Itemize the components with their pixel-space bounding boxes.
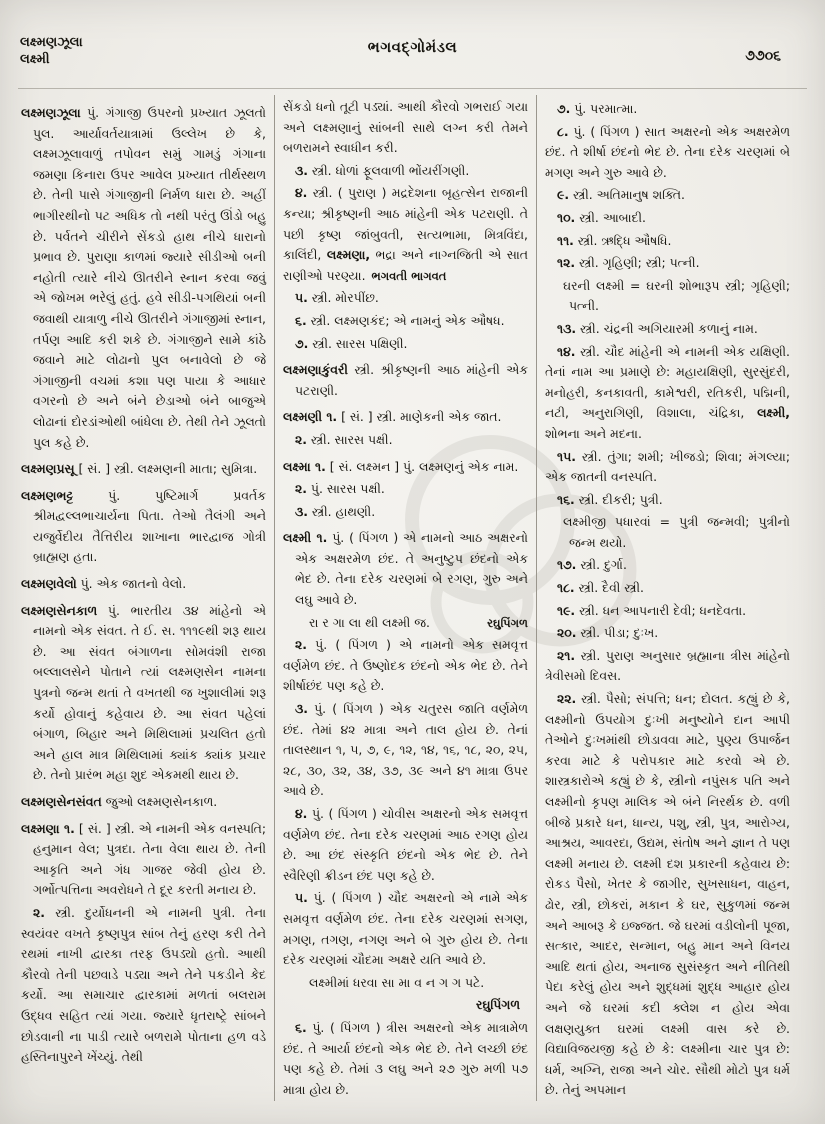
dictionary-paragraph xyxy=(545,512,790,553)
dictionary-paragraph xyxy=(283,288,528,309)
paragraph-text: ૪. પું. ( પિંગળ ) ચોવીસ અક્ષરનો એક સમવૃત્ત વર્ણમેળ છંદ. તેના દરેક ચરણમાં આઠ રગણ હોય છે. આ છંદ સંસ્કૃતિ છંદનો એક ભેદ છે. તેને સ્વૈરિણી ક્રીડન છંદ પણ કહે છે. xyxy=(283,806,528,883)
dictionary-entry xyxy=(21,574,266,595)
paragraph-text: સેંકડો ધનો તૂટી પડ્યાં. આથી કૌરવો ગભરાઈ ગયા અને લક્ષ્મણાનું સાંબની સાથે લગ્ન કરી તેમને બળરામને સ્વાધીન કરી. xyxy=(283,99,528,156)
book-title: ભગવદ્ગોમંડલ xyxy=(367,38,458,56)
column-1 xyxy=(14,95,273,1101)
running-head-first-word: લક્ષ્મણઝૂલા xyxy=(20,35,83,50)
dictionary-paragraph xyxy=(545,253,790,274)
dictionary-paragraph xyxy=(545,490,790,511)
paragraph-text: ૧૮. સ્ત્રી. દૈવી સ્ત્રી. xyxy=(557,580,644,596)
dictionary-paragraph xyxy=(283,635,528,697)
text-columns xyxy=(14,95,811,1101)
dictionary-paragraph xyxy=(283,183,528,286)
dictionary-entry xyxy=(283,528,528,610)
paragraph-text: ૩. પું. ( પિંગળ ) એક ચતુરસ જાતિ વર્ણમેળ છંદ. તેમાં ૪૨ માત્રા અને તાલ હોય છે. તેનાં તાલસ્થાન ૧, ૫, ૭, ૯, ૧૨, ૧૪, ૧૬, ૧૮, ૨૦, ૨૫, ૨૮, ૩૦, ૩૨, ૩૪, ૩૭, ૩૯ અને ૪૧ માત્રા ઉપર આવે છે. xyxy=(283,701,528,799)
column-divider-2 xyxy=(536,95,537,1101)
dictionary-paragraph xyxy=(545,231,790,252)
paragraph-text: ૧૧. સ્ત્રી. ઋદ્ધિ ઔષધિ. xyxy=(557,232,672,248)
dictionary-paragraph xyxy=(283,973,528,994)
dictionary-paragraph xyxy=(21,903,266,1068)
column-2 xyxy=(276,95,535,1101)
paragraph-text: ૨૧. સ્ત્રી. પુરાણ અનુસાર બ્રહ્માના ત્રીસ માંહેનો ત્રેવીસમો દિવસ. xyxy=(545,647,790,684)
dictionary-paragraph xyxy=(545,319,790,340)
dictionary-entry xyxy=(283,407,528,428)
dictionary-paragraph xyxy=(283,995,528,1016)
paragraph-text: લક્ષ્મીજી પધારવાં = પુત્રી જન્મવી; પુત્રીનો જન્મ થયો. xyxy=(563,514,790,550)
paragraph-text: લક્ષ્મણભટ્ટ પું. પુષ્ટિમાર્ગ પ્રવર્તક શ્રીમદ્વલ્લભાચાર્યના પિતા. તેઓ તૈલંગી અને યજુર્વેદીય તૈત્તિરીય શાખાના ભારદ્વાજ ગોત્રી બ્રાહ્મણ હતા. xyxy=(21,487,266,565)
paragraph-text: લક્ષ્મી ૧. પું. ( પિંગળ ) એ નામનો આઠ અક્ષરનો એક અક્ષરમેળ છંદ. તે અનુષ્ટુપ છંદનો એક ભેદ છે. તેના દરેક ચરણમાં બે રગણ, ગુરુ અને લઘુ આવે છે. xyxy=(283,530,528,608)
dictionary-entry xyxy=(283,457,528,478)
paragraph-text: લક્ષ્મણા ૧. [ સં. ] સ્ત્રી. એ નામની એક વનસ્પતિ; હનુમાન વેલ; પુત્રદા. તેના વેલા થાય છે. તેની આકૃતિ અને ગંધ ગાજર જેવી હોય છે. ગર્ભોત્પત્તિના અવરોધને તે દૂર કરતી મનાય છે. xyxy=(21,820,266,898)
running-head-last-word: લક્ષ્મી xyxy=(20,52,50,67)
dictionary-paragraph xyxy=(545,623,790,644)
paragraph-text: ૭. સ્ત્રી. સારસ પક્ષિણી. xyxy=(295,335,408,351)
paragraph-text: ૬. પું. ( પિંગળ ) ત્રીસ અક્ષરનો એક માત્રામેળ છંદ. તે આર્યા છંદનો એક ભેદ છે. તેને લચ્છી છંદ પણ કહે છે. તેમાં ૩ લઘુ અને ૨૭ ગુરુ મળી ૫૭ માત્રા હોય છે. xyxy=(283,1019,528,1097)
paragraph-text: ૩. સ્ત્રી. ધોળાં ફૂલવાળી ભોંયરીંગણી. xyxy=(295,162,470,178)
paragraph-text: ૬. સ્ત્રી. લક્ષ્મણકંદ; એ નામનું એક ઔષધ. xyxy=(295,312,505,328)
dictionary-paragraph xyxy=(283,334,528,355)
dictionary-paragraph xyxy=(283,161,528,182)
paragraph-text: ૩. સ્ત્રી. હાથણી. xyxy=(295,503,376,519)
dictionary-paragraph xyxy=(283,804,528,886)
paragraph-text: લક્ષ્મણઝૂલા પું. ગંગાજી ઉપરનો પ્રખ્યાત ઝૂલતો પુલ. આર્યાવર્તયાત્રામાં ઉલ્લેખ છે કે, લક્ષ્મઝૂલાવાળું તપોવન સમું ગામડું ગંગાના જમણા કિનારા ઉપર આવેલ પ્રખ્યાત તીર્થસ્થળ છે. તેની પાસે ગંગાજીની નિર્મળ ધારા છે. અહીં ભાગીરથીનો પટ અધિક તો નથી પરંતુ ઊંડો બહુ છે. પર્વતને ચીરીને સેંકડો હાથ નીચે ધારાનો પ્રભાવ છે. પુરાણા કાળમાં જ્યારે સીડીઓ બની નહોતી ત્યારે નીચે ઊતરીને સ્નાન કરવા જવું એ જોખમ ભરેલું હતું. હવે સીડી-પગથિયાં બની જવાથી યાત્રાળુ નીચે ઊતરીને ગંગાજીમાં સ્નાન, તર્પણ આદિ કરી શકે છે. ગંગાજીને સામે કાંઠે જવાને માટે લોઢાનો પુલ બનાવેલો છે જે ગંગાજીની વચમાં કશા પણ પાયા કે આધાર વગરનો છે અને બંને છેડાઓ બંને બાજુએ લોઢાનાં દોરડાંઓથી બાંધેલા છે. તેથી તેને ઝૂલતો પુલ કહે છે. xyxy=(21,105,266,450)
paragraph-text: ૪. સ્ત્રી. ( પુરાણ ) મદ્રદેશના બૃહત્સેન રાજાની કન્યા; શ્રીકૃષ્ણની આઠ માંહેની એક પટરાણી. તે પછી કૃષ્ણ જાંબુવતી, સત્યભામા, મિત્રવિંદા, કાલિંદી, લક્ષ્મણા, ભદ્રા અને નાગ્નજિતી એ સાત રાણીઓ પરણ્યા. xyxy=(283,185,528,283)
paragraph-text: લક્ષ્મણાકુંવરી સ્ત્રી. શ્રીકૃષ્ણની આઠ માંહેની એક પટરાણી. xyxy=(283,362,528,398)
paragraph-text: લક્ષ્મા ૧. [ સં. લક્ષ્મન ] પું. લક્ષ્મણનું એક નામ. xyxy=(283,458,519,474)
paragraph-text: રા ર ગા લા થી લક્ષ્મી જ. xyxy=(309,614,430,630)
paragraph-text: ૨. પું. ( પિંગળ ) એ નામનો એક સમવૃત્ત વર્ણમેળ છંદ. તે ઉષ્ણોદક છંદનો એક ભેદ છે. તેને શીર્ષાછંદ પણ કહે છે. xyxy=(283,637,528,694)
dictionary-paragraph xyxy=(545,122,790,184)
dictionary-paragraph xyxy=(545,646,790,687)
dictionary-paragraph xyxy=(283,699,528,802)
paragraph-text: ૧૯. સ્ત્રી. ધન આપનારી દેવી; ધનદેવતા. xyxy=(557,602,747,618)
dictionary-paragraph xyxy=(545,208,790,229)
dictionary-paragraph xyxy=(545,185,790,206)
column-3 xyxy=(538,95,797,1101)
paragraph-text: લક્ષ્મણસેનકાળ પું. ભારતીય ૩૪ માંહેનો એ નામનો એક સંવત. તે ઈ. સ. ૧૧૧૯થી શરૂ થાય છે. આ સંવત બંગાળના સોમવંશી રાજા બલ્લાલસેને પોતાને ત્યાં લક્ષ્મણસેન નામના પુત્રનો જન્મ થતાં તે વખતથી જ ખુશાલીમાં શરૂ કર્યો હોવાનું કહેવાય છે. આ સંવત પહેલાં બંગાળ, બિહાર અને મિથિલામાં પ્રચલિત હતો અને હાલ માત્ર મિથિલામાં ક્યાંક ક્યાંક પ્રચાર છે. તેનો પ્રારંભ મહા શુદ એકમથી થાય છે. xyxy=(21,602,266,783)
dictionary-paragraph xyxy=(545,689,790,1101)
dictionary-paragraph xyxy=(283,613,528,634)
dictionary-paragraph xyxy=(283,888,528,970)
dictionary-paragraph xyxy=(545,99,790,120)
dictionary-paragraph xyxy=(545,578,790,599)
paragraph-text: ૯. સ્ત્રી. અતિમાનુષ શક્તિ. xyxy=(557,187,685,203)
paragraph-text: ઘરની લક્ષ્મી = ઘરની શોભારૂપ સ્ત્રી; ગૃહિણી; પત્ની. xyxy=(563,277,790,314)
dictionary-paragraph xyxy=(545,342,790,445)
paragraph-text: લક્ષ્મણવેલો પું. એક જાતનો વેલો. xyxy=(21,576,187,592)
paragraph-text: લક્ષ્મણપ્રસૂ [ સં. ] સ્ત્રી. લક્ષ્મણની માતા; સુમિત્રા. xyxy=(21,461,258,477)
paragraph-text: ૧૭. સ્ત્રી. દુર્ગા. xyxy=(557,557,627,573)
source-attribution: ભગવતી ભાગવત xyxy=(371,268,447,283)
dictionary-paragraph xyxy=(283,97,528,159)
paragraph-text: લક્ષ્મણી ૧. [ સં. ] સ્ત્રી. માણેકની એક જાત. xyxy=(283,409,502,425)
dictionary-entry xyxy=(21,601,266,786)
page-number: ૭૭૦૬ xyxy=(745,48,781,64)
dictionary-paragraph xyxy=(283,479,528,500)
dictionary-entry xyxy=(21,486,266,568)
dictionary-paragraph xyxy=(545,601,790,622)
dictionary-paragraph xyxy=(283,502,528,523)
paragraph-text: ૨૦. સ્ત્રી. પીડા; દુઃખ. xyxy=(557,625,659,641)
paragraph-text: ૮. પું. ( પિંગળ ) સાત અક્ષરનો એક અક્ષરમેળ છંદ. તે શીર્ષા છંદનો ભેદ છે. તેના દરેક ચરણમાં બે મગણ અને ગુરુ આવે છે. xyxy=(545,123,790,180)
paragraph-text: ૭. પું. પરમાત્મા. xyxy=(557,101,638,116)
dictionary-entry xyxy=(21,792,266,813)
source-attribution: રઘુપિંગળ xyxy=(487,615,528,630)
column-divider-1 xyxy=(274,95,275,1101)
dictionary-paragraph xyxy=(545,276,790,317)
dictionary-paragraph xyxy=(283,430,528,451)
paragraph-text: ૨. સ્ત્રી. દુર્યોધનની એ નામની પુત્રી. તેના સ્વયંવર વખતે કૃષ્ણપુત્ર સાંબ તેનું હરણ કરી તેને રથમાં નાખી દ્વારકા તરફ ઉપડ્યો હતો. આથી કૌરવો તેની પછવાડે પડ્યા અને તેને પકડીને કેદ કર્યો. આ સમાચાર દ્વારકામાં મળતાં બલરામ ઉદ્ધવ સહિત ત્યાં ગયા. જ્યારે ધૃતરાષ્ટ્રે સાંબને છોડવાની ના પાડી ત્યારે બળરામે પોતાના હળ વડે હસ્તિનાપુરને ખેંચ્યું. તેથી xyxy=(21,904,266,1065)
paragraph-text: લક્ષ્મીમાં ધરવા સા મા વ ન ગ ગ પટે. xyxy=(309,974,485,990)
paragraph-text: ૧૫. સ્ત્રી. તુંગા; શમી; ખીજડો; શિવા; મંગલ્યા; એક જાતની વનસ્પતિ. xyxy=(545,448,790,485)
paragraph-text: ૫. સ્ત્રી. મોરપીંછ. xyxy=(295,290,379,306)
dictionary-paragraph xyxy=(545,555,790,576)
dictionary-entry xyxy=(21,103,266,453)
dictionary-entry xyxy=(21,459,266,480)
dictionary-paragraph xyxy=(283,311,528,332)
paragraph-text: લક્ષ્મણસેનસંવત જુઓ લક્ષ્મણસેનકાળ. xyxy=(21,794,218,809)
paragraph-text: ૧૬. સ્ત્રી. દીકરી; પુત્રી. xyxy=(557,491,663,507)
paragraph-text: ૨. પું. સારસ પક્ષી. xyxy=(295,481,385,497)
header-divider xyxy=(18,88,807,89)
dictionary-paragraph xyxy=(545,447,790,488)
paragraph-text: ૧૩. સ્ત્રી. ચંદ્રની અગિયારમી કળાનું નામ. xyxy=(557,320,758,336)
paragraph-text: ૫. પું. ( પિંગળ ) ચૌદ અક્ષરનો એ નામે એક સમવૃત્ત વર્ણમેળ છંદ. તેના દરેક ચરણમાં સગણ, મગણ, તગણ, નગણ અને બે ગુરુ હોય છે. તેના દરેક ચરણમાં ચૌદમા અક્ષરે યતિ આવે છે. xyxy=(283,890,528,968)
paragraph-text: રઘુપિંગળ xyxy=(475,997,520,1013)
dictionary-entry xyxy=(283,360,528,401)
paragraph-text: ૨૨. સ્ત્રી. પૈસો; સંપત્તિ; ધન; દોલત. કહ્યું છે કે, લક્ષ્મીનો ઉપયોગ દુઃખી મનુષ્યોને દાન આપી તેઓને દુઃખમાંથી છોડાવવા માટે, પુણ્ય ઉપાર્જન કરવા માટે કે પરોપકાર માટે કરવો એ છે. શાસ્ત્રકારોએ કહ્યું છે કે, સ્ત્રીનો નપુંસક પતિ અને લક્ષ્મીનો કૃપણ માલિક એ બંને નિરર્થક છે. વળી બીજે પ્રકારે ધન, ધાન્ય, પશુ, સ્ત્રી, પુત્ર, આરોગ્ય, આશ્રય, આવરદા, ઉદ્યમ, સંતોષ અને જ્ઞાન તે પણ લક્ષ્મી મનાય છે. લક્ષ્મી દશ પ્રકારની કહેવાય છે: રોકડ પૈસો, ખેતર કે જાગીર, સુખસાધન, વાહન, ઢોર, સ્ત્રી, છોકરાં, મકાન કે ઘર, સુકુળમાં જન્મ અને આબરૂ કે ઇજ્જત. જે ઘરમાં વડીલોની પૂજા, સત્કાર, આદર, સન્માન, બહુ માન અને વિનય આદિ થતાં હોય, અનાજ સુસંસ્કૃત અને નીતિથી પેદા કરેલું હોય અને શુદ્ધમાં શુદ્ધ આહાર હોય અને જે ઘરમાં કદી ક્લેશ ન હોય એવા લક્ષણયુક્ત ઘરમાં લક્ષ્મી વાસ કરે છે. વિદ્યાવિજયજી કહે છે કે: લક્ષ્મીના ચાર પુત્ર છે: ધર્મ, અગ્નિ, રાજા અને ચોર. સૌથી મોટો પુત્ર ધર્મ છે. તેનું અપમાન xyxy=(545,691,790,1098)
dictionary-entry xyxy=(21,819,266,901)
paragraph-text: ૧૪. સ્ત્રી. ચૌદ માંહેની એ નામની એક યક્ષિણી. તેનાં નામ આ પ્રમાણે છે: મહાયક્ષિણી, સુરસુંદરી, મનોહરી, કનકાવતી, કામેશ્વરી, રતિકરી, પદ્મિની, નટી, અનુરાગિણી, વિશાલા, ચંદ્રિકા, લક્ષ્મી, શોભના અને મદના. xyxy=(545,343,790,441)
paragraph-text: ૨. સ્ત્રી. સારસ પક્ષી. xyxy=(295,431,393,447)
paragraph-text: ૧૨. સ્ત્રી. ગૃહિણી; સ્ત્રી; પત્ની. xyxy=(557,255,700,271)
paragraph-text: ૧૦. સ્ત્રી. આબાદી. xyxy=(557,209,646,225)
page-header xyxy=(14,34,811,86)
dictionary-paragraph xyxy=(283,1018,528,1100)
